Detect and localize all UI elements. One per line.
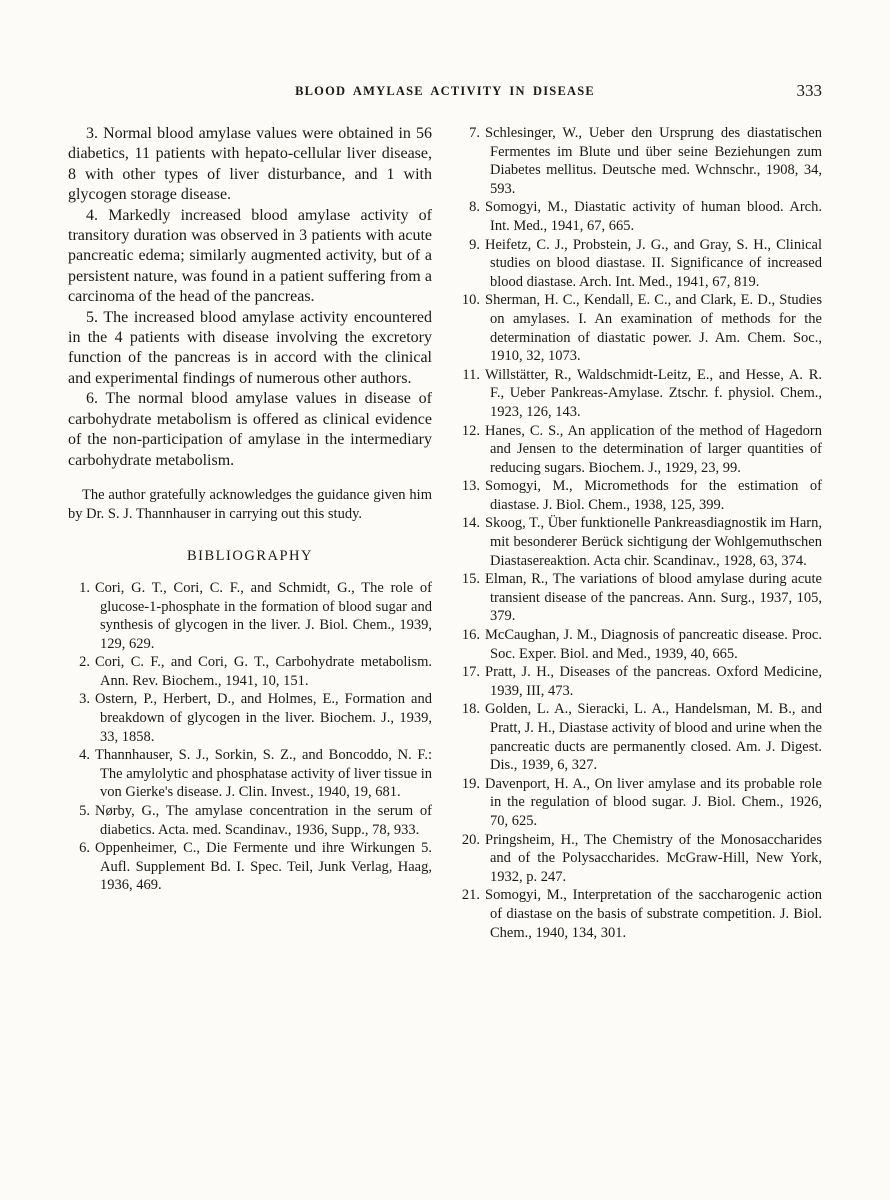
reference-item <box>458 291 822 365</box>
reference-item <box>458 886 822 942</box>
conclusion-paragraph: 4. Markedly increased blood amylase activity of transitory duration was observed in 3 patients with acute pancreatic edema; similarly augmented activity, but of a persistent nature, was found in a patient suffering from a carcinoma of the head of the pancreas. <box>68 206 432 306</box>
reference-item <box>458 663 822 700</box>
reference-number: 9. <box>469 236 480 253</box>
page-number: 333 <box>796 81 822 100</box>
reference-item <box>458 422 822 478</box>
reference-item <box>68 802 432 839</box>
reference-text: Davenport, H. A., On liver amylase and its probable role in the regulation of blood sugar. J. Biol. Chem., 1926, 70, 625. <box>485 775 822 829</box>
page-header <box>68 81 822 102</box>
reference-item <box>68 690 432 746</box>
reference-item <box>458 514 822 570</box>
reference-text: Nørby, G., The amylase concentration in the serum of diabetics. Acta. med. Scandinav., 1936, Supp., 78, 933. <box>95 803 432 838</box>
reference-text: Somogyi, M., Interpretation of the saccharogenic action of diastase on the basis of substrate competition. J. Biol. Chem., 1940, 134, 301. <box>485 887 822 941</box>
reference-text: Cori, C. F., and Cori, G. T., Carbohydrate metabolism. Ann. Rev. Biochem., 1941, 10, 151. <box>95 654 432 689</box>
reference-number: 2. <box>79 654 90 671</box>
reference-number: 17. <box>461 664 480 681</box>
reference-item <box>458 366 822 422</box>
reference-number: 8. <box>469 199 480 216</box>
bibliography-heading: BIBLIOGRAPHY <box>187 547 313 564</box>
reference-text: Sherman, H. C., Kendall, E. C., and Clark, E. D., Studies on amylases. I. An examination of methods for the determination of diastatic power. J. Am. Chem. Soc., 1910, 32, 1073. <box>485 292 822 365</box>
conclusion-paragraph: 5. The increased blood amylase activity encountered in the 4 patients with disease involving the excretory function of the pancreas is in accord with the clinical and experimental findings of numerous other authors. <box>68 308 432 387</box>
reference-number: 4. <box>79 747 90 764</box>
reference-number: 10. <box>461 292 480 309</box>
reference-number: 13. <box>461 478 480 495</box>
reference-number: 15. <box>461 571 480 588</box>
reference-item <box>458 775 822 831</box>
reference-text: Somogyi, M., Micromethods for the estimation of diastase. J. Biol. Chem., 1938, 125, 399. <box>485 478 822 513</box>
reference-number: 16. <box>461 627 480 644</box>
reference-number: 1. <box>79 579 90 596</box>
reference-item <box>458 570 822 626</box>
reference-text: Pringsheim, H., The Chemistry of the Monosaccharides and of the Polysaccharides. McGraw-Hill, New York, 1932, p. 247. <box>485 831 822 885</box>
reference-item <box>458 700 822 774</box>
reference-text: Oppenheimer, C., Die Fermente und ihre Wirkungen 5. Aufl. Supplement Bd. I. Spec. Teil, Junk Verlag, Haag, 1936, 469. <box>95 840 432 894</box>
reference-text: Golden, L. A., Sieracki, L. A., Handelsman, M. B., and Pratt, J. H., Diastase activity of blood and urine when the pancreatic ducts are permanently closed. Am. J. Digest. Dis., 1939, 6, 327. <box>485 701 822 774</box>
reference-text: Willstätter, R., Waldschmidt-Leitz, E., and Hesse, A. R. F., Ueber Pankreas-Amylase. Ztschr. f. physiol. Chem., 1923, 126, 143. <box>485 366 822 420</box>
reference-item <box>68 579 432 653</box>
acknowledgment: The author gratefully acknowledges the guidance given him by Dr. S. J. Thannhauser in carrying out this study. <box>68 486 432 522</box>
reference-item <box>458 198 822 235</box>
running-head: BLOOD AMYLASE ACTIVITY IN DISEASE <box>295 84 595 98</box>
reference-number: 7. <box>469 125 480 141</box>
reference-text: Schlesinger, W., Ueber den Ursprung des diastatischen Fermentes im Blute und über seine Beziehungen zum Diabetes mellitus. Deutsche med. Wchnschr., 1908, 34, 593. <box>485 125 822 197</box>
reference-item <box>68 653 432 690</box>
reference-number: 5. <box>79 803 90 820</box>
reference-text: McCaughan, J. M., Diagnosis of pancreatic disease. Proc. Soc. Exper. Biol. and Med., 1939, 40, 665. <box>485 627 822 662</box>
reference-number: 12. <box>461 422 480 439</box>
reference-text: Cori, G. T., Cori, C. F., and Schmidt, G., The role of glucose-1-phosphate in the formation of blood sugar and synthesis of glycogen in the liver. J. Biol. Chem., 1939, 129, 629. <box>95 579 432 652</box>
reference-number: 19. <box>461 775 480 792</box>
reference-item <box>68 746 432 802</box>
reference-text: Hanes, C. S., An application of the method of Hagedorn and Jensen to the determination of larger quantities of reducing sugars. Biochem. J., 1929, 23, 99. <box>485 422 822 476</box>
reference-number: 6. <box>79 840 90 857</box>
conclusion-paragraph: 3. Normal blood amylase values were obtained in 56 diabetics, 11 patients with hepato-cellular liver disease, 8 with other types of liver disturbance, and 1 with glycogen storage disease. <box>68 125 432 204</box>
reference-text: Ostern, P., Herbert, D., and Holmes, E., Formation and breakdown of glycogen in the liver. Biochem. J., 1939, 33, 1858. <box>95 691 432 745</box>
reference-item <box>458 236 822 292</box>
reference-number: 3. <box>79 691 90 708</box>
reference-number: 11. <box>462 366 480 383</box>
reference-number: 18. <box>461 701 480 718</box>
reference-text: Heifetz, C. J., Probstein, J. G., and Gray, S. H., Clinical studies on blood diastase. II. Significance of increased blood diastase. Arch. Int. Med., 1941, 67, 819. <box>485 236 822 290</box>
reference-text: Somogyi, M., Diastatic activity of human blood. Arch. Int. Med., 1941, 67, 665. <box>485 199 822 234</box>
reference-item <box>458 626 822 663</box>
reference-number: 21. <box>461 887 480 904</box>
reference-text: Elman, R., The variations of blood amylase during acute transient disease of the pancreas. Ann. Surg., 1937, 105, 379. <box>485 571 822 625</box>
reference-number: 14. <box>461 515 480 532</box>
reference-item <box>458 477 822 514</box>
reference-item <box>458 831 822 887</box>
reference-text: Skoog, T., Über funktionelle Pankreasdiagnostik im Harn, mit besonderer Berück sichtigung der Wohlgemuthschen Diastasereaktion. Acta chir. Scandinav., 1928, 63, 374. <box>485 515 822 569</box>
reference-item <box>68 839 432 895</box>
left-column <box>68 124 432 942</box>
conclusion-paragraph: 6. The normal blood amylase values in disease of carbohydrate metabolism is offered as clinical evidence of the non-participation of amylase in the intermediary carbohydrate metabolism. <box>68 390 432 469</box>
reference-text: Thannhauser, S. J., Sorkin, S. Z., and Boncoddo, N. F.: The amylolytic and phosphatase activity of liver tissue in von Gierke's disease. J. Clin. Invest., 1940, 19, 681. <box>95 747 432 801</box>
right-column <box>458 124 822 942</box>
reference-number: 20. <box>461 831 480 848</box>
reference-item <box>458 124 822 198</box>
two-column-layout <box>68 124 822 942</box>
reference-text: Pratt, J. H., Diseases of the pancreas. Oxford Medicine, 1939, III, 473. <box>485 664 822 699</box>
